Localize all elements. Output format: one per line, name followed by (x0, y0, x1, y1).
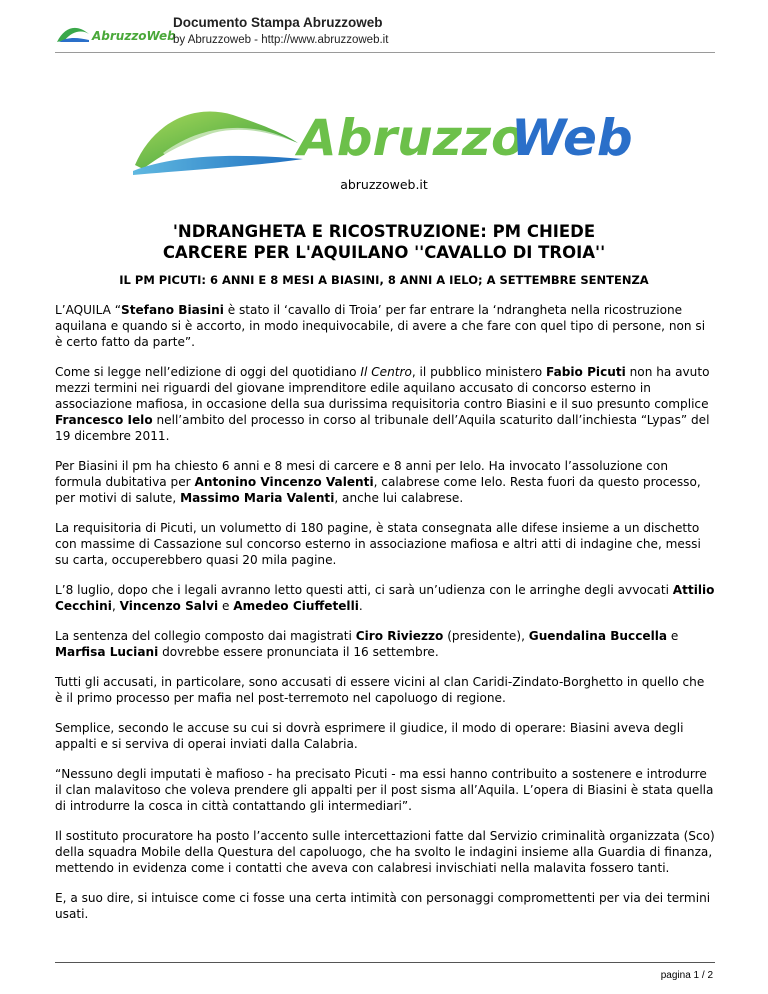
abruzzoweb-logo (133, 103, 638, 178)
paragraph-3: Per Biasini il pm ha chiesto 6 anni e 8 mesi di carcere e 8 anni per Ielo. Ha invocato l’assoluzione con formula dubitativa per Antonino Vincenzo Valenti, calabrese come Ielo. Resta fuori da questo processo, per motivi di salute, Massimo Maria Valenti, anche lui calabrese. (55, 459, 701, 505)
paragraph-6: La sentenza del collegio composto dai magistrati Ciro Riviezzo (presidente), Guendalina Buccella e Marfisa Luciani dovrebbe essere pronunciata il 16 settembre. (55, 629, 679, 659)
paragraph-2: Come si legge nell’edizione di oggi del quotidiano Il Centro, il pubblico ministero Fabio Picuti non ha avuto mezzi termini nei riguardi del giovane imprenditore edile aquilano accusato di concorso esterno in associazione mafiosa, in occasione della sua durissima requisitoria contro Biasini e il suo presunto complice Francesco Ielo nell’ambito del processo in corso al tribunale dell’Aquila scaturito dall’inchiesta “Lypas” del 19 dicembre 2011. (55, 365, 710, 443)
footer-divider (55, 962, 715, 963)
small-logo-text: AbruzzoWeb (92, 29, 176, 43)
site-link[interactable]: abruzzoweb.it (340, 177, 428, 192)
page-number: pagina 1 / 2 (660, 970, 713, 981)
logo-text-abruzzo: Abruzzo (298, 109, 526, 167)
article-title-line2: CARCERE PER L'AQUILANO ''CAVALLO DI TROIA'' (162, 243, 606, 262)
logo-text-web: Web (511, 109, 633, 167)
document-title: Documento Stampa Abruzzoweb (173, 15, 383, 30)
paragraph-7: Tutti gli accusati, in particolare, sono accusati di essere vicini al clan Caridi-Zindato-Borghetto in quello che è il primo processo per mafia nel post-terremoto nel capoluogo di regione. (55, 675, 705, 705)
paragraph-10: Il sostituto procuratore ha posto l’accento sulle intercettazioni fatte dal Servizio criminalità organizzata (Sco) della squadra Mobile della Questura del capoluogo, che ha svolto le indagini insieme alla Guardia di finanza, mettendo in evidenza come i contatti che aveva con calabresi invischiati nella malavita fossero tanti. (55, 829, 715, 875)
paragraph-11: E, a suo dire, si intuisce come ci fosse una certa intimità con personaggi compromettenti per via dei termini usati. (55, 891, 711, 921)
document-header (55, 12, 715, 53)
document-byline: by Abruzzoweb - http://www.abruzzoweb.it (173, 34, 389, 46)
paragraph-4: La requisitoria di Picuti, un volumetto di 180 pagine, è stata consegnata alle difese insieme a un dischetto con massime di Cassazione sul concorso esterno in associazione mafiosa e altri atti di indagine che, messi su carta, occuperebbero quasi 20 mila pagine. (55, 521, 701, 567)
article-title (60, 221, 708, 263)
article-title-line1: 'NDRANGHETA E RICOSTRUZIONE: PM CHIEDE (172, 222, 596, 241)
paragraph-8: Semplice, secondo le accuse su cui si dovrà esprimere il giudice, il modo di operare: Biasini aveva degli appalti e si serviva di operai inviati dalla Calabria. (55, 721, 684, 751)
paragraph-1: L’AQUILA “Stefano Biasini è stato il ‘cavallo di Troia’ per far entrare la ‘ndrangheta nella ricostruzione aquilana e quando si è accorto, in modo inequivocabile, di avere a che fare con quel tipo di persone, non si è certo fatto da parte”. (55, 303, 706, 349)
abruzzoweb-small-logo (55, 20, 176, 46)
paragraph-5: L’8 luglio, dopo che i legali avranno letto questi atti, ci sarà un’udienza con le arringhe degli avvocati Attilio Cecchini, Vincenzo Salvi e Amedeo Ciuffetelli. (55, 583, 715, 613)
paragraph-9: “Nessuno degli imputati è mafioso - ha precisato Picuti - ma essi hanno contribuito a sostenere e introdurre il clan malavitoso che voleva prendere gli appalti per il post sisma all’Aquila. L’opera di Biasini è stata quella di introdurre la cosca in città contattando gli intermediari”. (55, 767, 714, 813)
article-body (55, 302, 715, 936)
article-subtitle: IL PM PICUTI: 6 ANNI E 8 MESI A BIASINI, 8 ANNI A IELO; A SETTEMBRE SENTENZA (119, 273, 649, 287)
